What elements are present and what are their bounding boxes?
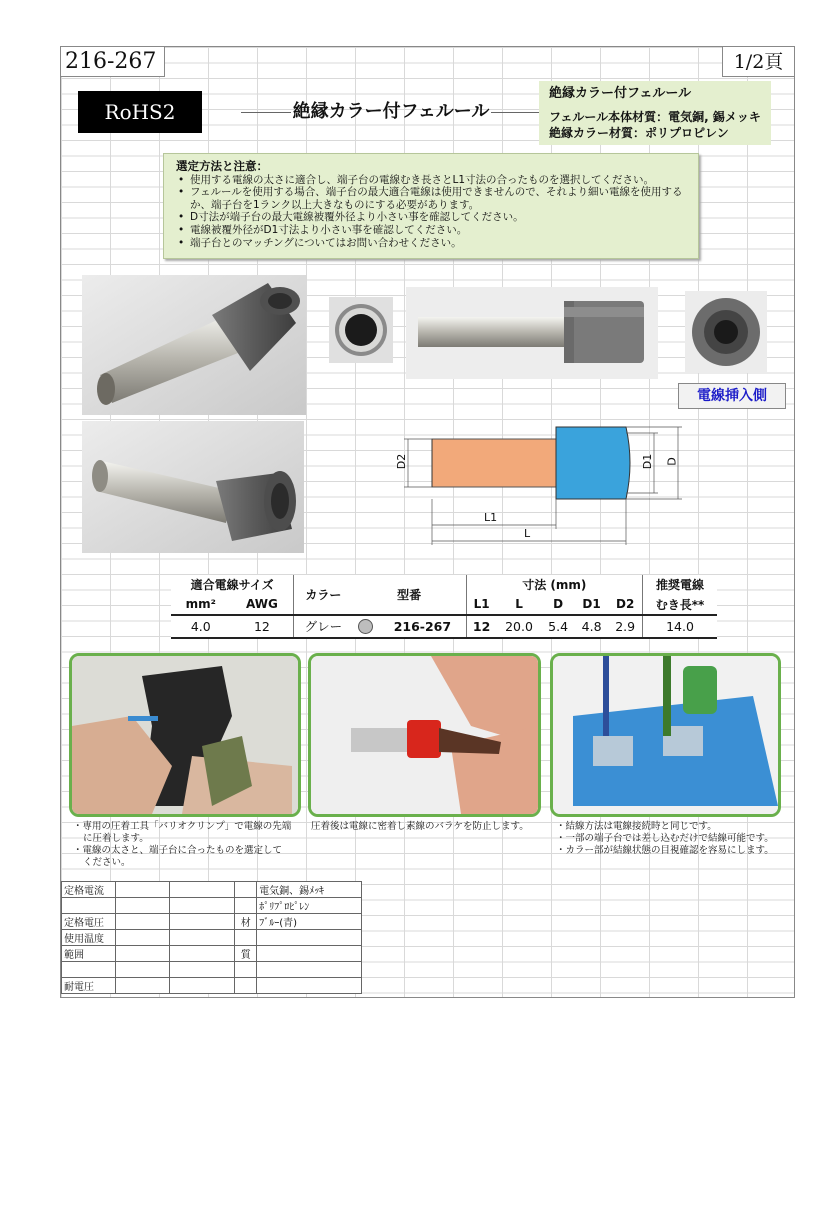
col-header-dimensions: 寸法 (mm) [466,575,643,595]
dim-label-l1: L1 [484,511,498,524]
cell-d: 5.4 [541,615,574,638]
material-line-2: ﾎﾟﾘﾌﾟﾛﾋﾟﾚﾝ [257,898,362,914]
dim-label-d1: D1 [641,453,655,470]
crimped-wire-photo [308,653,541,817]
table-row [171,615,717,638]
caption-line: ・一部の端子台では差し込むだけで結線可能です。 [556,833,774,844]
cell-color: グレー [294,615,353,638]
material-line-3: ﾌﾞﾙｰ(青) [257,914,362,930]
wire-insertion-side-label: 電線挿入側 [678,383,786,409]
col-header-awg: AWG [245,597,278,612]
col-header-wire-size: 適合電線サイズ [190,578,274,593]
note-item: • 端子台とのマッチングについてはお問い合わせください。 [176,237,686,250]
ferrule-end-view-photo [329,297,393,363]
note-item: • 電線被覆外径がD1寸法より小さい事を確認してください。 [176,224,686,237]
caption-line: 圧着後は電線に密着し素線のバラケを防止します。 [311,821,529,832]
info-box-line: 絶縁カラー材質：ポリプロピレン [549,126,729,140]
cell-d1: 4.8 [575,615,608,638]
label-temp-2: 範囲 [62,946,116,962]
rohs-badge: RoHS2 [78,91,202,133]
cell-d2: 2.9 [608,615,642,638]
material-info-box [539,81,771,145]
note-item: • D寸法が端子台の最大電線被覆外径より小さい事を確認してください。 [176,211,686,224]
label-material-1: 材 [235,914,257,930]
cell-l1: 12 [466,615,497,638]
ferrule-photo-lying [82,421,304,553]
label-temp-1: 使用温度 [62,930,116,946]
col-header-l: L [515,597,523,612]
caption-line: に圧着します。 [83,833,149,844]
caption-crimped [311,821,529,833]
ferrule-insert-side-photo [685,291,767,373]
col-header-strip-2: むき長** [643,595,717,615]
col-header-d: D [553,597,564,612]
label-withstand-voltage: 耐電圧 [62,977,116,993]
cell-mm2: 4.0 [171,615,231,638]
crimping-tool-photo [69,653,301,817]
collar-shape [556,427,630,499]
ratings-table [61,881,362,994]
caption-line: ・結線方法は電線接続時と同じです。 [556,821,717,832]
page-number: 1/2頁 [722,47,794,77]
part-number: 216-267 [61,47,165,77]
col-header-color: カラー [294,575,353,615]
col-header-mm2: mm² [185,597,216,612]
col-header-d2: D2 [616,597,635,612]
caption-line: ・カラー部が結線状態の目視確認を容易にします。 [556,845,774,856]
note-item: • フェルールを使用する場合、端子台の最大適合電線は使用できませんので、それより細い電線を使用するか、端子台を1ランク以上大きなものにする必要があります。 [176,186,686,211]
cell-color-swatch [353,615,380,638]
label-material-2: 質 [235,946,257,962]
barrel-shape [432,439,556,487]
color-swatch-icon [358,619,373,634]
info-box-title: 絶縁カラー付フェルール [549,86,692,101]
label-rated-current: 定格電流 [62,882,116,898]
info-box-line: フェルール本体材質：電気銅, 錫メッキ [549,110,761,124]
caption-line: ください。 [83,857,131,868]
datasheet-page [60,46,795,998]
ferrule-photo-angled [82,275,306,415]
terminal-block-photo [550,653,781,817]
ferrule-side-photo [406,287,658,379]
cell-awg: 12 [231,615,294,638]
spec-table [171,575,717,639]
dimension-diagram [396,419,696,553]
cell-l: 20.0 [497,615,542,638]
col-header-l1: L1 [466,595,497,615]
dim-label-d2: D2 [395,453,409,470]
label-rated-voltage: 定格電圧 [62,914,116,930]
caption-line: ・電線の太さと、端子台に合ったものを選定して [73,845,283,856]
dim-label-d: D [665,457,679,466]
notes-title: 選定方法と注意： [176,159,268,173]
notes-list [176,174,686,250]
note-item: • 使用する電線の太さに適合し、端子台の電線むき長さとL1寸法の合ったものを選択してください。 [176,174,686,187]
caption-terminal [556,821,774,857]
page-title: 絶縁カラー付フェルール [241,99,541,125]
col-header-strip-1: 推奨電線 [643,575,717,595]
cell-model: 216-267 [379,615,466,638]
col-header-d1: D1 [582,597,601,612]
caption-crimping [73,821,291,869]
caption-line: ・専用の圧着工具「バリオクリンプ」で電線の先端 [73,821,292,832]
selection-notes [163,153,699,259]
cell-strip-length: 14.0 [643,615,717,638]
dim-label-l: L [524,527,531,540]
col-header-model: 型番 [397,587,422,602]
material-line-1: 電気銅、錫ﾒｯｷ [257,882,362,898]
